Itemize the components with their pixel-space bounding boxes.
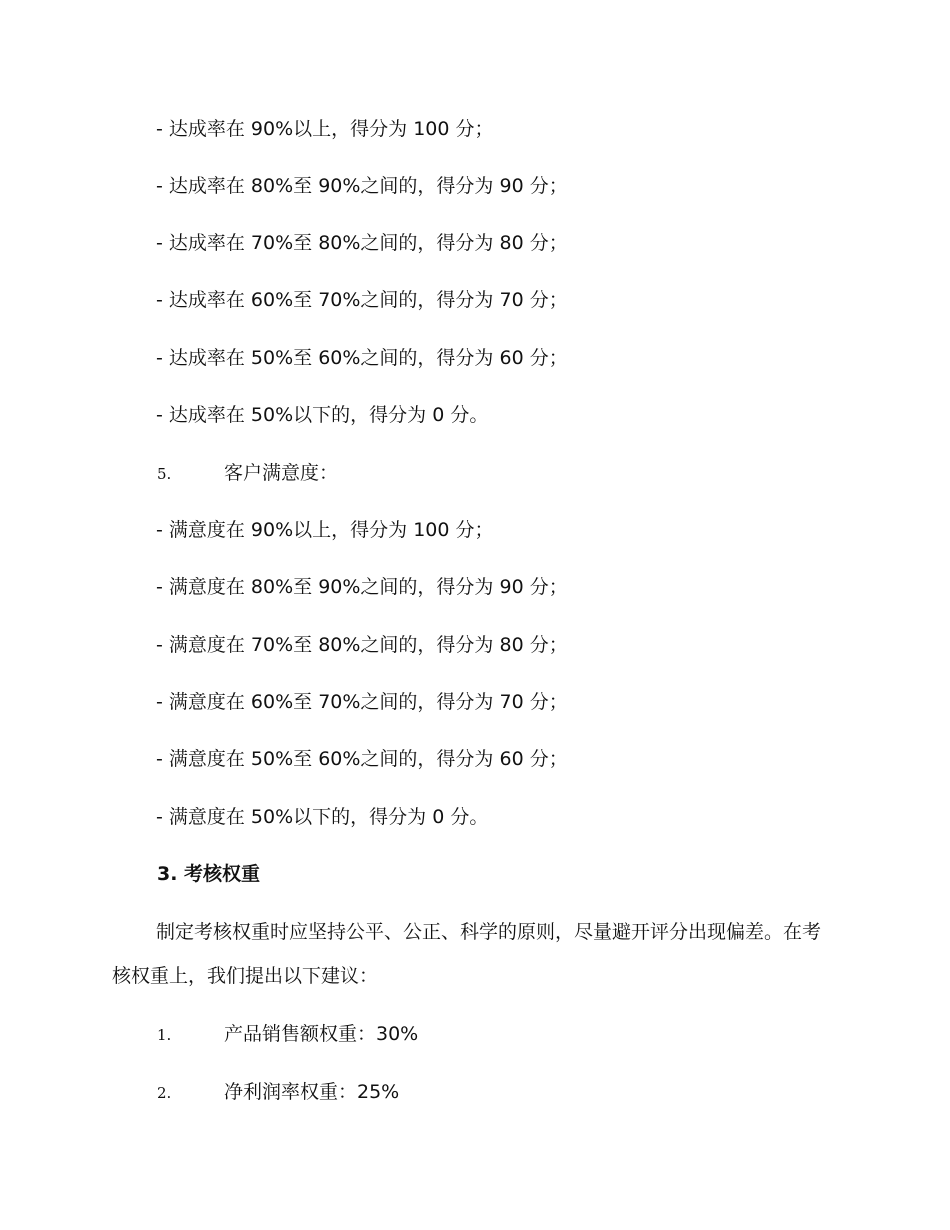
completion-rate-line-3: - 达成率在 70%至 80%之间的，得分为 80 分； (156, 232, 568, 254)
completion-rate-line-2: - 达成率在 80%至 90%之间的，得分为 90 分； (156, 175, 568, 197)
completion-rate-line-6: - 达成率在 50%以下的，得分为 0 分。 (156, 404, 489, 426)
satisfaction-line-1: - 满意度在 90%以上，得分为 100 分； (156, 519, 494, 541)
section-heading: 3. 考核权重 (157, 863, 261, 885)
satisfaction-line-4: - 满意度在 60%至 70%之间的，得分为 70 分； (156, 691, 568, 713)
completion-rate-line-5: - 达成率在 50%至 60%之间的，得分为 60 分； (156, 347, 568, 369)
completion-rate-line-1: - 达成率在 90%以上，得分为 100 分； (156, 118, 494, 140)
satisfaction-line-2: - 满意度在 80%至 90%之间的，得分为 90 分； (156, 576, 568, 598)
list-item-customer-satisfaction (157, 460, 338, 487)
satisfaction-line-5: - 满意度在 50%至 60%之间的，得分为 60 分； (156, 748, 568, 770)
list-item-label: 净利润率权重：25% (224, 1081, 400, 1103)
list-number: 5. (157, 465, 172, 483)
list-item-label: 产品销售额权重：30% (224, 1023, 419, 1045)
section-paragraph: 制定考核权重时应坚持公平、公正、科学的原则，尽量避开评分出现偏差。在考核权重上，我们提出以下建议： (112, 921, 822, 987)
list-item-label: 客户满意度： (224, 462, 339, 484)
list-item-weight-1 (157, 1021, 418, 1048)
list-number: 1. (157, 1026, 172, 1044)
completion-rate-line-4: - 达成率在 60%至 70%之间的，得分为 70 分； (156, 289, 568, 311)
list-number: 2. (157, 1084, 172, 1102)
list-item-weight-2 (157, 1079, 399, 1106)
satisfaction-line-6: - 满意度在 50%以下的，得分为 0 分。 (156, 806, 489, 828)
satisfaction-line-3: - 满意度在 70%至 80%之间的，得分为 80 分； (156, 634, 568, 656)
